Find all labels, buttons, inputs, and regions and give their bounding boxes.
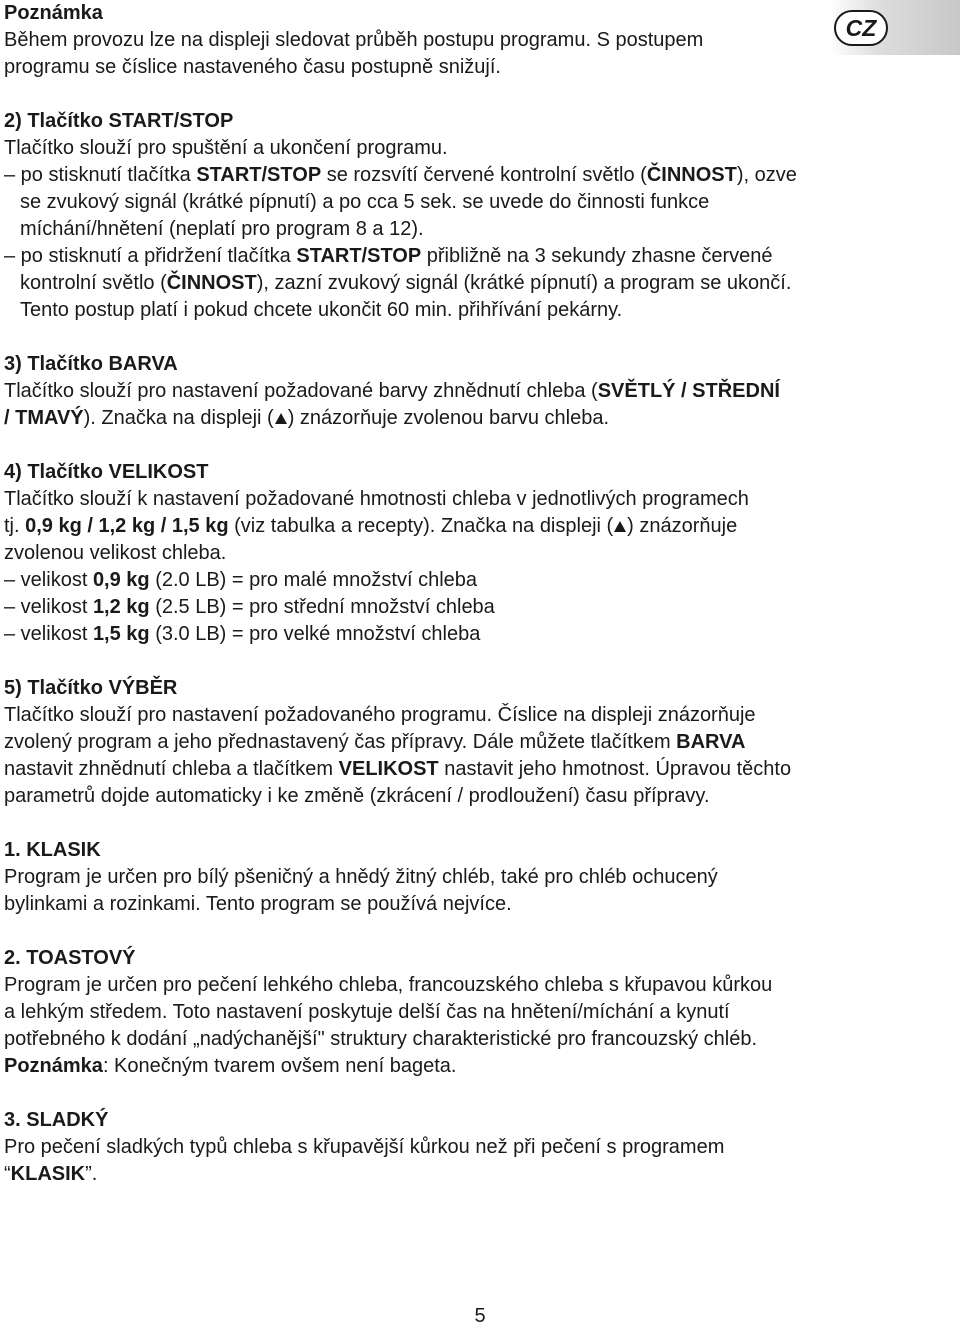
paragraph-line: / TMAVÝ). Značka na displeji ( ) znázorňuje zvolenou barvu chleba. — [4, 407, 610, 429]
document-page — [4, 0, 904, 1188]
section-heading-vyber: 5) Tlačítko VÝBĚR — [4, 677, 178, 699]
bullet-line: se zvukový signál (krátké pípnutí) a po cca 5 sek. se uvede do činnosti funkce — [20, 191, 710, 213]
section-heading-velikost: 4) Tlačítko VELIKOST — [4, 461, 209, 483]
paragraph-line: Tlačítko slouží k nastavení požadované hmotnosti chleba v jednotlivých programech — [4, 488, 749, 510]
paragraph-line: Tlačítko slouží pro nastavení požadované barvy zhnědnutí chleba (SVĚTLÝ / STŘEDNÍ — [4, 380, 780, 402]
triangle-marker-icon — [275, 413, 287, 424]
size-list-item: – velikost 0,9 kg (2.0 LB) = pro malé množství chleba — [4, 569, 478, 591]
paragraph-line: potřebného k dodání „nadýchanější" struktury charakteristické pro francouzský chléb. — [4, 1028, 758, 1050]
paragraph-line: Program je určen pro pečení lehkého chleba, francouzského chleba s křupavou kůrkou — [4, 974, 773, 996]
paragraph-line: a lehkým středem. Toto nastavení poskytuje delší čas na hnětení/míchání a kynutí — [4, 1001, 730, 1023]
note-heading: Poznámka — [4, 2, 103, 24]
paragraph-line: Tlačítko slouží pro spuštění a ukončení programu. — [4, 137, 448, 159]
paragraph-line: Program je určen pro bílý pšeničný a hnědý žitný chléb, také pro chléb ochucený — [4, 866, 718, 888]
size-list-item: – velikost 1,5 kg (3.0 LB) = pro velké množství chleba — [4, 623, 481, 645]
paragraph-line: tj. 0,9 kg / 1,2 kg / 1,5 kg (viz tabulka a recepty). Značka na displeji ( ) znázorňuje — [4, 515, 738, 537]
paragraph-line: “KLASIK”. — [4, 1163, 98, 1185]
paragraph-line: bylinkami a rozinkami. Tento program se používá nejvíce. — [4, 893, 512, 915]
size-list-item: – velikost 1,2 kg (2.5 LB) = pro střední množství chleba — [4, 596, 495, 618]
paragraph-line: Tlačítko slouží pro nastavení požadovaného programu. Číslice na displeji znázorňuje — [4, 704, 756, 726]
program-heading-sladky: 3. SLADKÝ — [4, 1109, 109, 1131]
section-heading-barva: 3) Tlačítko BARVA — [4, 353, 178, 375]
language-badge: CZ — [834, 10, 888, 46]
paragraph-line: nastavit zhnědnutí chleba a tlačítkem VELIKOST nastavit jeho hmotnost. Úpravou těchto — [4, 758, 792, 780]
triangle-marker-icon — [614, 521, 626, 532]
paragraph-line: zvolenou velikost chleba. — [4, 542, 227, 564]
page-number: 5 — [474, 1305, 486, 1327]
bullet-line: Tento postup platí i pokud chcete ukončit 60 min. přihřívání pekárny. — [20, 299, 623, 321]
bullet-line: – po stisknutí tlačítka START/STOP se rozsvítí červené kontrolní světlo (ČINNOST), ozve — [4, 164, 797, 186]
bullet-line: – po stisknutí a přidržení tlačítka START/STOP přibližně na 3 sekundy zhasne červené — [4, 245, 773, 267]
note-text-line: programu se číslice nastaveného času postupně snižují. — [4, 56, 501, 78]
paragraph-line: Pro pečení sladkých typů chleba s křupavější kůrkou než při pečení s programem — [4, 1136, 725, 1158]
program-heading-toastovy: 2. TOASTOVÝ — [4, 947, 136, 969]
paragraph-line: Poznámka: Konečným tvarem ovšem není bageta. — [4, 1055, 457, 1077]
paragraph-line: parametrů dojde automaticky i ke změně (zkrácení / prodloužení) času přípravy. — [4, 785, 710, 807]
bullet-line: kontrolní světlo (ČINNOST), zazní zvukový signál (krátké pípnutí) a program se ukončí. — [20, 272, 792, 294]
program-heading-klasik: 1. KLASIK — [4, 839, 101, 861]
bullet-line: míchání/hnětení (neplatí pro program 8 a 12). — [20, 218, 424, 240]
section-heading-start-stop: 2) Tlačítko START/STOP — [4, 110, 234, 132]
note-text-line: Během provozu lze na displeji sledovat průběh postupu programu. S postupem — [4, 29, 704, 51]
paragraph-line: zvolený program a jeho přednastavený čas přípravy. Dále můžete tlačítkem BARVA — [4, 731, 746, 753]
